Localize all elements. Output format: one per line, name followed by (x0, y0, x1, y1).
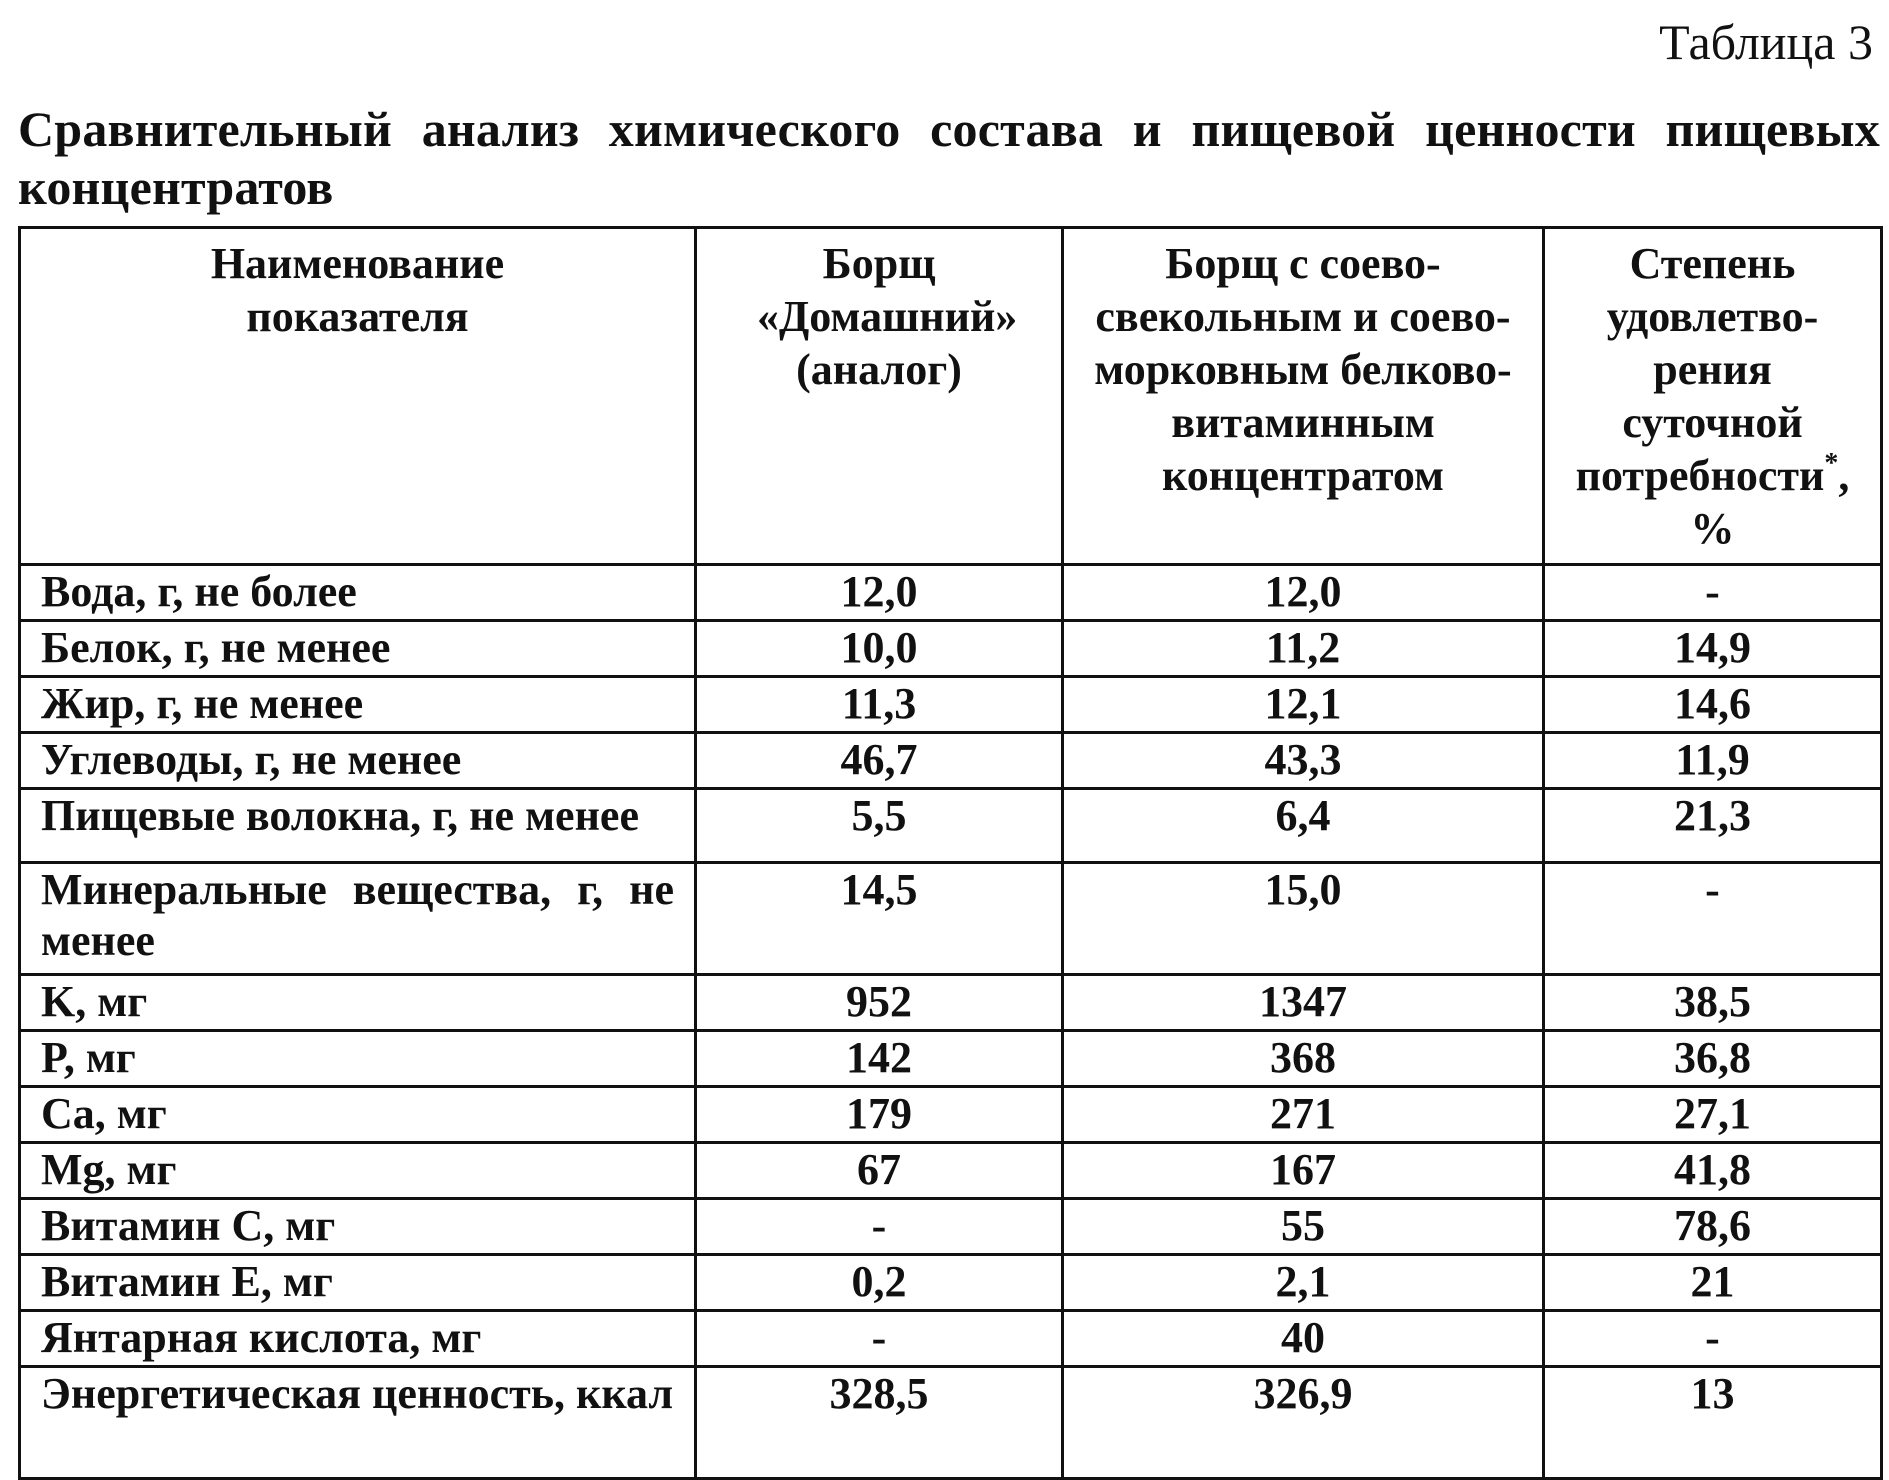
row-new-product-value: 326,9 (1063, 1367, 1544, 1479)
table-row (20, 975, 1882, 1031)
row-satisfaction-value: 41,8 (1544, 1143, 1882, 1199)
row-analog-value: 952 (696, 975, 1063, 1031)
row-name: Вода, г, не более (20, 565, 696, 621)
row-satisfaction-value: 21 (1544, 1255, 1882, 1311)
table-row (20, 1255, 1882, 1311)
row-satisfaction-value: 13 (1544, 1367, 1882, 1479)
row-analog-value: - (696, 1199, 1063, 1255)
row-name: Углеводы, г, не менее (20, 733, 696, 789)
row-new-product-value: 368 (1063, 1031, 1544, 1087)
row-new-product-value: 15,0 (1063, 863, 1544, 975)
row-satisfaction-value: - (1544, 565, 1882, 621)
header-new-product: Борщ с соево-свекольным и соево-морковным белково-витаминным концентратом (1063, 228, 1544, 565)
row-new-product-value: 55 (1063, 1199, 1544, 1255)
row-name: P, мг (20, 1031, 696, 1087)
row-satisfaction-value: - (1544, 863, 1882, 975)
row-satisfaction-value: 14,6 (1544, 677, 1882, 733)
row-name: Жир, г, не менее (20, 677, 696, 733)
row-new-product-value: 167 (1063, 1143, 1544, 1199)
row-new-product-value: 12,1 (1063, 677, 1544, 733)
row-analog-value: 179 (696, 1087, 1063, 1143)
row-satisfaction-value: 78,6 (1544, 1199, 1882, 1255)
row-satisfaction-value: 14,9 (1544, 621, 1882, 677)
header-analog: Борщ «Домашний» (аналог) (696, 228, 1063, 565)
row-name: Витамин E, мг (20, 1255, 696, 1311)
row-new-product-value: 271 (1063, 1087, 1544, 1143)
row-satisfaction-value: 38,5 (1544, 975, 1882, 1031)
row-analog-value: 142 (696, 1031, 1063, 1087)
row-analog-value: 328,5 (696, 1367, 1063, 1479)
row-analog-value: - (696, 1311, 1063, 1367)
table-row (20, 565, 1882, 621)
row-satisfaction-value: - (1544, 1311, 1882, 1367)
header-row (20, 228, 1882, 565)
row-analog-value: 11,3 (696, 677, 1063, 733)
table-row (20, 789, 1882, 863)
row-new-product-value: 1347 (1063, 975, 1544, 1031)
table-number-label: Таблица 3 (1659, 14, 1873, 70)
row-analog-value: 10,0 (696, 621, 1063, 677)
row-name: Белок, г, не менее (20, 621, 696, 677)
table-row (20, 677, 1882, 733)
row-new-product-value: 40 (1063, 1311, 1544, 1367)
table-row (20, 1367, 1882, 1479)
row-new-product-value: 43,3 (1063, 733, 1544, 789)
row-new-product-value: 6,4 (1063, 789, 1544, 863)
table-row (20, 733, 1882, 789)
header-indicator: Наименование показателя (20, 228, 696, 565)
header-satisfaction-text: Степень удовлетво-рения суточной потребности (1575, 239, 1825, 500)
row-satisfaction-value: 27,1 (1544, 1087, 1882, 1143)
row-name: Витамин C, мг (20, 1199, 696, 1255)
row-name: Ca, мг (20, 1087, 696, 1143)
table-row (20, 1087, 1882, 1143)
row-analog-value: 5,5 (696, 789, 1063, 863)
row-new-product-value: 2,1 (1063, 1255, 1544, 1311)
composition-table (18, 226, 1883, 1480)
row-new-product-value: 12,0 (1063, 565, 1544, 621)
row-satisfaction-value: 11,9 (1544, 733, 1882, 789)
row-name: Минеральные вещества, г, не менее (20, 863, 696, 975)
row-name: Mg, мг (20, 1143, 696, 1199)
row-name: Пищевые волокна, г, не менее (20, 789, 696, 863)
table-row (20, 1143, 1882, 1199)
table-row (20, 1311, 1882, 1367)
header-satisfaction-unit: , % (1690, 451, 1850, 553)
table-title: Сравнительный анализ химического состава и пищевой ценности пищевых концентратов (18, 101, 1880, 215)
row-name: Янтарная кислота, мг (20, 1311, 696, 1367)
row-analog-value: 12,0 (696, 565, 1063, 621)
row-name: Энергетическая ценность, ккал (20, 1367, 696, 1479)
row-name: K, мг (20, 975, 696, 1031)
row-analog-value: 67 (696, 1143, 1063, 1199)
table-row (20, 1199, 1882, 1255)
row-satisfaction-value: 36,8 (1544, 1031, 1882, 1087)
table-row (20, 621, 1882, 677)
row-satisfaction-value: 21,3 (1544, 789, 1882, 863)
row-analog-value: 46,7 (696, 733, 1063, 789)
row-analog-value: 0,2 (696, 1255, 1063, 1311)
table-row (20, 863, 1882, 975)
row-analog-value: 14,5 (696, 863, 1063, 975)
header-satisfaction (1544, 228, 1882, 565)
footnote-asterisk: * (1824, 448, 1839, 479)
row-new-product-value: 11,2 (1063, 621, 1544, 677)
table-row (20, 1031, 1882, 1087)
